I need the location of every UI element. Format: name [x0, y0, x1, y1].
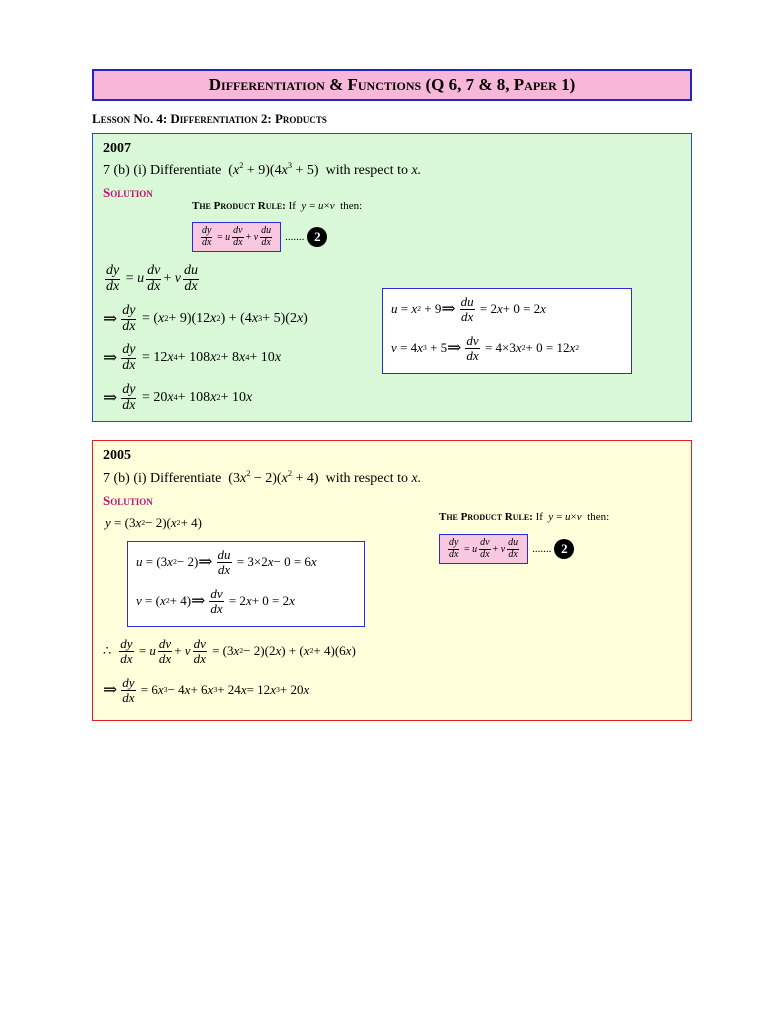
- solution-label-2007: Solution: [103, 185, 153, 200]
- work-2007-line3: ⇒ $\frac{dy}{dx}$ = 12 x 4 + 108 x 2 + 8 x 4 + 10 x: [103, 342, 282, 373]
- page-title: Differentiation & Functions (Q 6, 7 & 8, Paper 1): [92, 69, 692, 101]
- year-2005: 2005: [103, 448, 131, 463]
- equation-number-badge: 2: [554, 539, 574, 559]
- formula-box: $\frac{dy}{dx}$ = u $\frac{dv}{dx}$ + v $\frac{du}{dx}$: [192, 222, 281, 252]
- work-2005-line1: ∴ $\frac{dy}{dx}$ = u $\frac{dv}{dx}$ + v $\frac{dv}{dx}$ = (3 x 2 − 2)(2 x ) + ( x 2 + 4)(6 x ): [103, 636, 356, 666]
- product-rule-2005: The Product Rule: If y = u×v then:: [439, 511, 610, 523]
- product-rule-2007: The Product Rule: If y = u×v then:: [192, 200, 363, 212]
- work-2007-line1: $\frac{dy}{dx}$ = u $\frac{dv}{dx}$ + v $\frac{du}{dx}$: [106, 263, 198, 294]
- work-2005-y: y = (3 x 2 − 2)( x 2 + 4): [105, 515, 202, 530]
- work-2005-line2: ⇒ $\frac{dy}{dx}$ = 6 x 3 − 4 x + 6 x 3 + 24 x = 12 x 3 + 20 x: [103, 675, 310, 705]
- work-2007-line2: ⇒ $\frac{dy}{dx}$ = ( x 2 + 9)(12 x 2 ) + (4 x 3 + 5)(2 x ): [103, 303, 308, 334]
- work-2007-line4: ⇒ $\frac{dy}{dx}$ = 20 x 4 + 108 x 2 + 10 x: [103, 382, 253, 413]
- year-2007: 2007: [103, 141, 131, 156]
- product-rule-formula-2007: $\frac{dy}{dx}$ = u $\frac{dv}{dx}$ + v $\frac{du}{dx}$ ....... 2: [192, 222, 327, 252]
- formula-box: $\frac{dy}{dx}$ = u $\frac{dv}{dx}$ + v $\frac{du}{dx}$: [439, 534, 528, 564]
- uv-box-2005: u = (3 x 2 − 2) ⇒ $\frac{du}{dx}$ = 3×2 x − 0 = 6 x v = ( x 2 + 4) ⇒ $\frac{dv}{dx}$ = 2 x + 0 = 2 x: [127, 541, 365, 627]
- product-rule-formula-2005: $\frac{dy}{dx}$ = u $\frac{dv}{dx}$ + v $\frac{du}{dx}$ ....... 2: [439, 534, 574, 564]
- question-2005: 7 (b) (i) Differentiate $(3x^2 - 2)(x^2 + 4)$ with respect to x.: [103, 469, 422, 486]
- equation-number-badge: 2: [307, 227, 327, 247]
- solution-label-2005: Solution: [103, 493, 153, 508]
- lesson-heading: Lesson No. 4: Differentiation 2: Products: [92, 111, 327, 126]
- question-2007: 7 (b) (i) Differentiate $(x^2 + 9)(4x^3 + 5)$ with respect to x.: [103, 161, 422, 178]
- uv-box-2007: u = x 2 + 9 ⇒ $\frac{du}{dx}$ = 2 x + 0 = 2 x v = 4 x 3 + 5 ⇒ $\frac{dv}{dx}$ = 4×3 x 2 + 0 = 12 x 2: [382, 288, 632, 374]
